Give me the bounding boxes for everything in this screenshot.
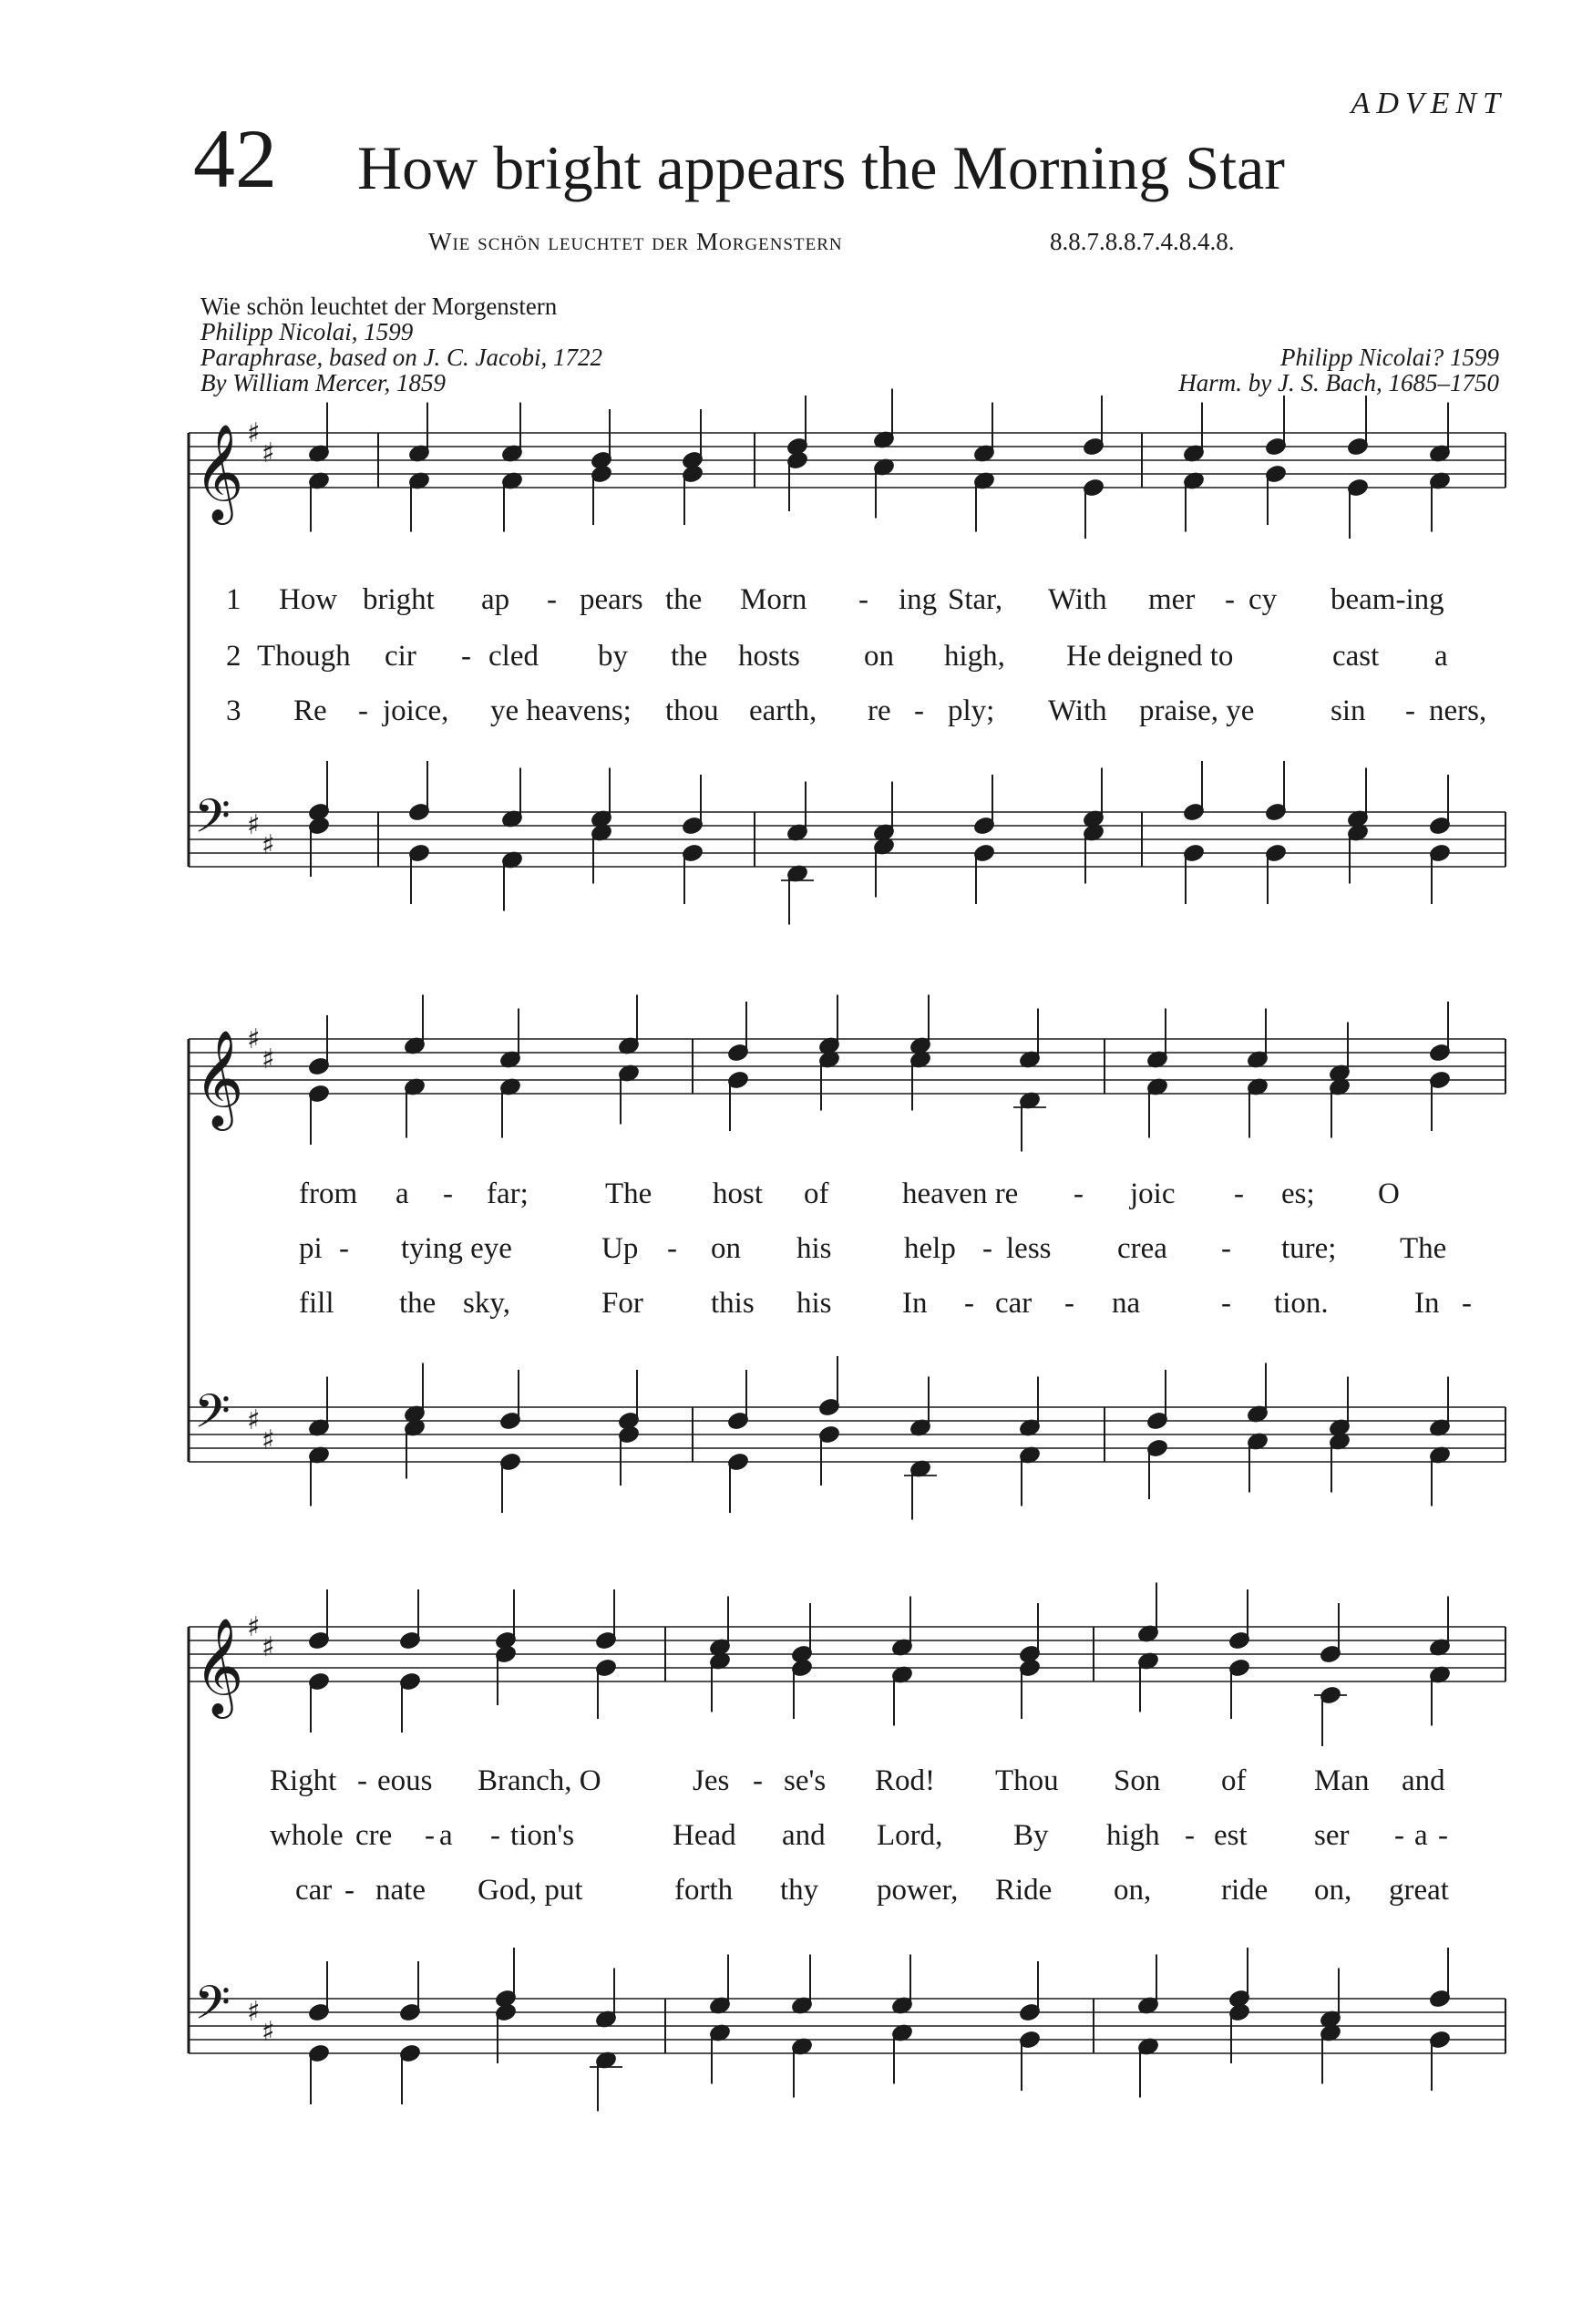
lyric-syllable: fill: [299, 1287, 334, 1320]
lyric-syllable: In: [902, 1287, 928, 1320]
lyric-syllable: thou: [665, 694, 719, 727]
lyric-syllable: est: [1214, 1819, 1248, 1852]
key-sharp-icon: ♯: [247, 1611, 261, 1643]
bass-clef-icon: 𝄢: [194, 788, 231, 855]
lyric-hyphen: -: [1234, 1177, 1244, 1210]
lyric-syllable: Jes: [693, 1764, 730, 1797]
lyric-syllable: With: [1048, 583, 1107, 616]
credit-composer: Philipp Nicolai? 1599: [1280, 344, 1499, 371]
lyric-syllable: tying eye: [401, 1232, 512, 1265]
lyric-hyphen: -: [357, 1764, 367, 1797]
lyric-hyphen: -: [1405, 694, 1415, 727]
lyric-syllable: He: [1066, 640, 1102, 673]
lyric-syllable: of: [804, 1177, 829, 1210]
lyric-syllable: By: [1013, 1819, 1049, 1852]
lyric-hyphen: -: [1394, 1819, 1404, 1852]
lyric-syllable: ap: [481, 583, 510, 616]
lyric-syllable: cir: [385, 640, 416, 673]
key-sharp-icon: ♯: [247, 1404, 261, 1436]
lyric-syllable: Thou: [995, 1764, 1059, 1797]
lyric-syllable: pi: [299, 1232, 323, 1265]
lyric-syllable: deigned to: [1107, 640, 1234, 673]
lyric-syllable: ser: [1314, 1819, 1350, 1852]
verse-number: 3: [226, 694, 241, 727]
lyric-syllable: ing: [899, 583, 938, 616]
lyric-syllable: se's: [784, 1764, 827, 1797]
lyric-hyphen: -: [344, 1874, 354, 1907]
lyric-syllable: high: [1106, 1819, 1160, 1852]
lyric-syllable: ners,: [1429, 694, 1487, 727]
lyric-syllable: beam-ing: [1331, 583, 1444, 616]
lyric-syllable: the: [399, 1287, 437, 1320]
lyric-syllable: hosts: [738, 640, 800, 673]
lyric-hyphen: -: [461, 640, 471, 673]
treble-clef-icon: 𝄞: [194, 1029, 244, 1126]
lyric-syllable: the: [665, 583, 703, 616]
lyric-syllable: by: [598, 640, 628, 673]
lyric-syllable: Man: [1314, 1764, 1370, 1797]
credit-translator: By William Mercer, 1859: [200, 369, 446, 396]
lyric-hyphen: -: [490, 1819, 500, 1852]
lyric-hyphen: -: [547, 583, 557, 616]
key-sharp-icon: ♯: [247, 1023, 261, 1055]
credit-paraphrase: Paraphrase, based on J. C. Jacobi, 1722: [200, 344, 602, 371]
lyric-syllable: Ride: [995, 1874, 1053, 1907]
lyric-syllable: and: [782, 1819, 826, 1852]
lyric-syllable: crea: [1117, 1232, 1167, 1265]
key-sharp-icon: ♯: [247, 417, 261, 449]
lyric-syllable: In: [1414, 1287, 1440, 1320]
bass-clef-icon: 𝄢: [194, 1975, 231, 2041]
lyric-syllable: cre: [355, 1819, 393, 1852]
key-sharp-icon: ♯: [262, 1631, 275, 1663]
lyric-hyphen: -: [443, 1177, 453, 1210]
lyric-syllable: sky,: [463, 1287, 510, 1320]
lyric-syllable: joic: [1130, 1177, 1176, 1210]
lyric-syllable: this: [711, 1287, 755, 1320]
key-sharp-icon: ♯: [247, 1996, 261, 2028]
key-sharp-icon: ♯: [247, 809, 261, 841]
key-sharp-icon: ♯: [262, 2016, 275, 2048]
lyric-syllable: and: [1402, 1764, 1445, 1797]
lyric-syllable: the: [671, 640, 708, 673]
lyric-syllable: God, put: [478, 1874, 583, 1907]
lyric-syllable: joice,: [383, 694, 449, 727]
lyric-syllable: of: [1221, 1764, 1247, 1797]
lyric-syllable: on: [864, 640, 894, 673]
lyric-hyphen: -: [1074, 1177, 1084, 1210]
lyric-syllable: cy: [1248, 583, 1278, 616]
lyric-hyphen: -: [914, 694, 924, 727]
lyric-hyphen: -: [1221, 1287, 1231, 1320]
lyric-syllable: help: [904, 1232, 956, 1265]
lyric-syllable: ye heavens;: [490, 694, 632, 727]
lyric-hyphen: -: [982, 1232, 992, 1265]
treble-clef-icon: 𝄞: [194, 1617, 244, 1714]
lyric-hyphen: -: [1185, 1819, 1195, 1852]
lyric-syllable: ride: [1221, 1874, 1269, 1907]
lyric-syllable: far;: [487, 1177, 529, 1210]
lyric-syllable: tion's: [510, 1819, 575, 1852]
lyric-hyphen: -: [753, 1764, 763, 1797]
bass-clef-icon: 𝄢: [194, 1383, 231, 1450]
lyric-syllable: his: [796, 1232, 832, 1265]
hymn-title: How bright appears the Morning Star: [357, 133, 1285, 202]
lyric-syllable: thy: [780, 1874, 819, 1907]
lyric-syllable: How: [279, 583, 338, 616]
lyric-syllable: na: [1112, 1287, 1141, 1320]
key-sharp-icon: ♯: [262, 437, 275, 469]
lyric-hyphen: -: [1221, 1232, 1231, 1265]
lyric-syllable: The: [1400, 1232, 1447, 1265]
lyric-syllable: car: [295, 1874, 333, 1907]
lyric-syllable: Head: [673, 1819, 736, 1852]
lyric-syllable: With: [1048, 694, 1107, 727]
key-sharp-icon: ♯: [262, 829, 275, 861]
lyric-syllable: Branch, O: [478, 1764, 601, 1797]
lyric-syllable: Though: [257, 640, 351, 673]
lyric-syllable: on,: [1314, 1874, 1352, 1907]
lyric-syllable: on,: [1114, 1874, 1152, 1907]
lyric-syllable: cast: [1332, 640, 1380, 673]
section-heading: ADVENT: [1351, 87, 1506, 120]
lyric-hyphen: -: [358, 694, 368, 727]
lyric-syllable: For: [601, 1287, 643, 1320]
lyric-syllable: pears: [580, 583, 643, 616]
key-sharp-icon: ♯: [262, 1424, 275, 1456]
lyric-syllable: praise, ye: [1139, 694, 1255, 727]
lyric-syllable: forth: [674, 1874, 734, 1907]
lyric-syllable: high,: [944, 640, 1005, 673]
lyric-syllable: Star,: [948, 583, 1003, 616]
lyric-syllable: Son: [1114, 1764, 1161, 1797]
tune-name-text: Wie schön leuchtet der Morgenstern: [428, 228, 843, 255]
lyric-syllable: great: [1389, 1874, 1449, 1907]
credit-original-author: Philipp Nicolai, 1599: [200, 318, 414, 345]
lyric-syllable: eous: [377, 1764, 433, 1797]
treble-clef-icon: 𝄞: [194, 423, 244, 520]
lyric-syllable: Re: [293, 694, 327, 727]
verse-number: 1: [226, 583, 241, 616]
lyric-syllable: Up: [601, 1232, 639, 1265]
lyric-syllable: es;: [1281, 1177, 1315, 1210]
verse-number: 2: [226, 640, 241, 673]
lyric-syllable: Right: [270, 1764, 337, 1797]
lyric-hyphen: -: [964, 1287, 974, 1320]
lyric-syllable: a: [439, 1819, 453, 1852]
lyric-syllable: mer: [1148, 583, 1196, 616]
lyric-syllable: cled: [488, 640, 539, 673]
lyric-syllable: from: [299, 1177, 358, 1210]
lyric-syllable: Lord,: [877, 1819, 943, 1852]
lyric-syllable: car: [995, 1287, 1033, 1320]
lyric-syllable: re: [868, 694, 891, 727]
lyric-hyphen: -: [667, 1232, 677, 1265]
lyric-syllable: sin: [1331, 694, 1366, 727]
lyric-syllable: earth,: [749, 694, 817, 727]
lyric-syllable: a: [1434, 640, 1448, 673]
lyric-syllable: a: [1414, 1819, 1428, 1852]
lyric-syllable: bright: [363, 583, 435, 616]
lyric-syllable: tion.: [1274, 1287, 1329, 1320]
lyric-syllable: heaven re: [902, 1177, 1019, 1210]
lyric-syllable: a: [396, 1177, 409, 1210]
meter: 8.8.7.8.8.7.4.8.4.8.: [1050, 228, 1235, 255]
hymn-number: 42: [193, 112, 277, 205]
credit-original-title: Wie schön leuchtet der Morgenstern: [200, 293, 558, 320]
lyric-syllable: less: [1006, 1232, 1052, 1265]
lyric-syllable: The: [605, 1177, 652, 1210]
lyric-syllable: ture;: [1281, 1232, 1337, 1265]
lyric-hyphen: -: [1064, 1287, 1074, 1320]
lyric-syllable: power,: [877, 1874, 959, 1907]
lyric-syllable: nate: [375, 1874, 426, 1907]
lyric-hyphen: -: [1462, 1287, 1472, 1320]
lyric-syllable: host: [713, 1177, 764, 1210]
lyric-hyphen: -: [858, 583, 868, 616]
credit-harmonizer: Harm. by J. S. Bach, 1685–1750: [1178, 369, 1499, 396]
lyric-syllable: Morn: [740, 583, 807, 616]
key-sharp-icon: ♯: [262, 1044, 275, 1075]
lyric-syllable: on: [711, 1232, 741, 1265]
lyric-syllable: Rod!: [875, 1764, 935, 1797]
lyric-syllable: whole: [270, 1819, 344, 1852]
lyric-syllable: O: [1378, 1177, 1400, 1210]
lyric-hyphen: -: [425, 1819, 435, 1852]
lyric-syllable: ply;: [948, 694, 995, 727]
lyric-hyphen: -: [1225, 583, 1235, 616]
lyric-hyphen: -: [339, 1232, 349, 1265]
lyric-hyphen: -: [1438, 1819, 1448, 1852]
lyric-syllable: his: [796, 1287, 832, 1320]
